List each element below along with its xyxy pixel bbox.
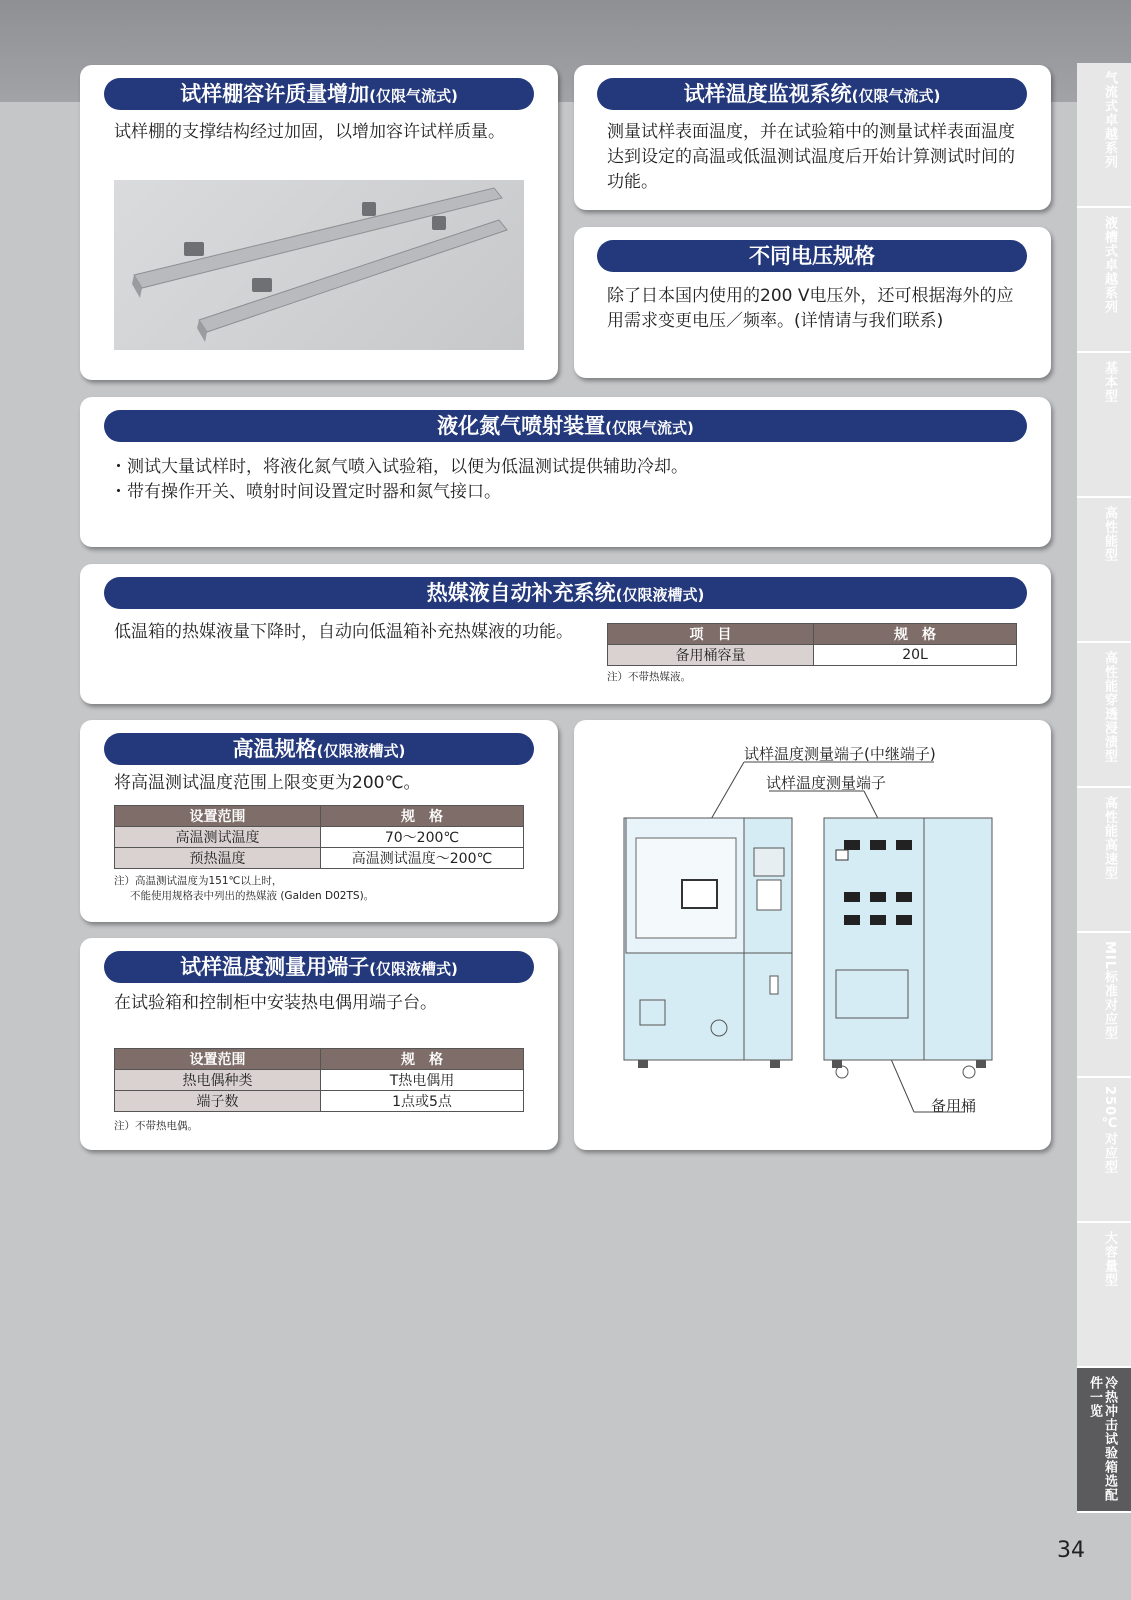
ln2-title-sub: (仅限气流式)	[605, 419, 694, 437]
callout-spare-tank: 备用桶	[931, 1097, 977, 1115]
section-title-terminal	[104, 951, 534, 983]
refill-spec-table	[607, 623, 1017, 666]
side-tab-label: 冷热冲击试验箱	[1102, 1376, 1117, 1474]
section-title-shelf	[104, 78, 534, 110]
side-tab-label: 250℃对应型	[1102, 1086, 1117, 1175]
table-row	[115, 848, 524, 869]
side-tab-label: 气流式	[1102, 71, 1117, 113]
side-tab-options[interactable]	[1077, 1368, 1131, 1513]
voltage-title: 不同电压规格	[749, 244, 875, 268]
terminal-spec-table	[114, 1048, 524, 1112]
monitor-title: 试样温度监视系统	[683, 82, 852, 106]
table-row	[608, 645, 1017, 666]
table-header: 规 格	[321, 806, 524, 827]
side-tab-250c[interactable]	[1077, 1078, 1131, 1223]
ln2-bullet-2: ・带有操作开关、喷射时间设置定时器和氮气接口。	[110, 482, 501, 502]
hightemp-title: 高温规格	[232, 737, 317, 761]
side-tab-basic[interactable]	[1077, 353, 1131, 498]
hightemp-spec-table	[114, 805, 524, 869]
side-tab-liquid[interactable]	[1077, 208, 1131, 353]
monitor-text: 测量试样表面温度，并在试验箱中的测量试样表面温度达到设定的高温或低温测试温度后开始计算测试时间的功能。	[607, 122, 1015, 192]
section-title-refill	[104, 577, 1027, 609]
shelf-rails-image	[114, 180, 524, 350]
table-header: 项 目	[608, 624, 814, 645]
page-number: 34	[1057, 1538, 1085, 1563]
table-cell: 70～200℃	[321, 827, 524, 848]
table-cell: 备用桶容量	[608, 645, 814, 666]
table-cell: 热电偶种类	[115, 1070, 321, 1091]
table-cell: 端子数	[115, 1091, 321, 1112]
hightemp-note-2: 不能使用规格表中列出的热媒液 (Galden D02TS)。	[130, 890, 375, 902]
side-tab-label: 选配件一览	[1087, 1376, 1117, 1502]
callout-sample-terminal: 试样温度测量端子	[766, 774, 887, 792]
side-tab-mil[interactable]	[1077, 933, 1131, 1078]
section-title-hightemp	[104, 733, 534, 765]
hightemp-note-1: 注）高温测试温度为151℃以上时，	[114, 875, 283, 887]
table-cell: 20L	[814, 645, 1017, 666]
side-tab-airflow[interactable]	[1077, 63, 1131, 208]
terminal-note: 注）不带热电偶。	[114, 1120, 198, 1132]
side-tab-immersion[interactable]	[1077, 643, 1131, 788]
table-cell: T热电偶用	[321, 1070, 524, 1091]
table-header: 设置范围	[115, 1049, 321, 1070]
side-tab-high-speed[interactable]	[1077, 788, 1131, 933]
side-tab-label: 卓越系列	[1102, 258, 1117, 314]
side-tab-label: 高性能	[1102, 796, 1117, 838]
section-title-ln2	[104, 410, 1027, 442]
shelf-rails-photo	[114, 180, 524, 350]
side-tab-label: 卓越系列	[1102, 113, 1117, 169]
table-row	[115, 1091, 524, 1112]
shelf-title-sub: (仅限气流式)	[369, 87, 458, 105]
callout-relay-terminal: 试样温度测量端子(中继端子)	[744, 745, 936, 763]
side-tab-label: MIL标准对应型	[1102, 941, 1117, 1041]
refill-title-sub: (仅限液槽式)	[615, 586, 705, 604]
side-tab-label: 高性能	[1102, 651, 1117, 693]
refill-text: 低温箱的热媒液量下降时，自动向低温箱补充热媒液的功能。	[114, 622, 573, 642]
refill-note: 注）不带热媒液。	[607, 671, 691, 683]
side-tab-label: 穿透浸渍型	[1102, 693, 1117, 763]
table-header: 规 格	[321, 1049, 524, 1070]
table-row	[115, 1070, 524, 1091]
table-cell: 高温测试温度～200℃	[321, 848, 524, 869]
table-cell: 预热温度	[115, 848, 321, 869]
ln2-bullet-1: ・测试大量试样时，将液化氮气喷入试验箱，以便为低温测试提供辅助冷却。	[110, 457, 688, 477]
ln2-title: 液化氮气喷射装置	[437, 414, 606, 438]
section-title-voltage	[597, 240, 1027, 272]
side-tab-label: 大容量型	[1102, 1231, 1117, 1287]
hightemp-text: 将高温测试温度范围上限变更为200℃。	[114, 773, 421, 793]
side-tab-label: 高速型	[1102, 838, 1117, 880]
shelf-text: 试样棚的支撑结构经过加固，以增加容许试样质量。	[114, 122, 505, 142]
hightemp-title-sub: (仅限液槽式)	[316, 742, 406, 760]
side-tab-high-performance[interactable]	[1077, 498, 1131, 643]
voltage-text: 除了日本国内使用的200 V电压外，还可根据海外的应用需求变更电压／频率。(详情请与我们联系)	[607, 286, 1014, 331]
monitor-title-sub: (仅限气流式)	[851, 87, 941, 105]
table-header: 设置范围	[115, 806, 321, 827]
side-tab-large-capacity[interactable]	[1077, 1223, 1131, 1368]
side-tab-label: 液槽式	[1102, 216, 1117, 258]
table-row	[115, 827, 524, 848]
refill-title: 热媒液自动补充系统	[426, 581, 616, 605]
side-tab-label: 高性能型	[1102, 506, 1117, 562]
chamber-diagram	[574, 720, 1051, 1150]
section-title-monitor	[597, 78, 1027, 110]
side-tab-label: 基本型	[1102, 361, 1117, 403]
table-cell: 1点或5点	[321, 1091, 524, 1112]
terminal-title: 试样温度测量用端子	[180, 955, 370, 979]
table-cell: 高温测试温度	[115, 827, 321, 848]
table-header: 规 格	[814, 624, 1017, 645]
shelf-title: 试样棚容许质量增加	[180, 82, 370, 106]
terminal-title-sub: (仅限液槽式)	[369, 960, 458, 978]
terminal-text: 在试验箱和控制柜中安装热电偶用端子台。	[114, 993, 437, 1013]
